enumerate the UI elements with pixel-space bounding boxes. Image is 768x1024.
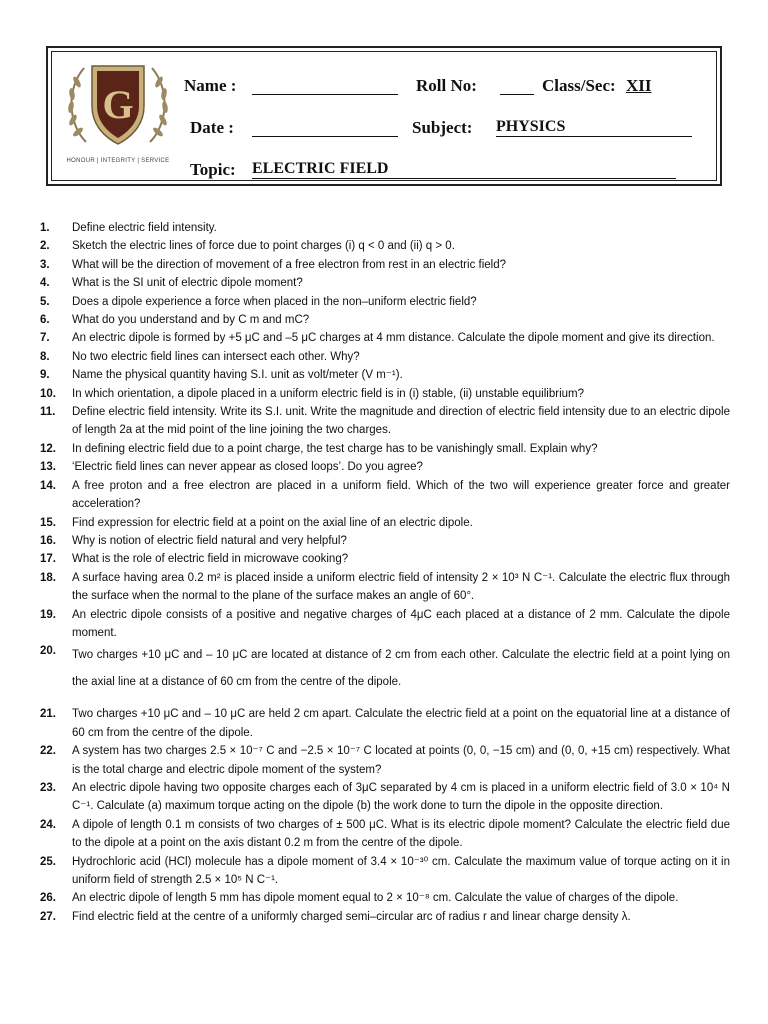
topic-underline — [252, 178, 676, 179]
question-item — [40, 532, 730, 550]
question-number: 9. — [40, 369, 50, 382]
question-number: 7. — [40, 332, 50, 345]
question-text: An electric dipole is formed by +5 μC and –5 μC charges at 4 mm distance. Calculate the dipole moment and give its direction. — [72, 332, 715, 345]
question-item — [40, 219, 730, 237]
question-number: 19. — [40, 608, 56, 621]
question-number: 13. — [40, 461, 56, 474]
subject-underline — [496, 136, 692, 137]
question-text: A surface having area 0.2 m² is placed inside a uniform electric field of intensity 2 × 10³ N C⁻¹. Calculate the electric flux through the surface when the normal to the plane of the surface makes an angle of 60°. — [72, 571, 730, 603]
question-item — [40, 329, 730, 347]
question-text: An electric dipole consists of a positive and negative charges of 4μC each placed at a distance of 2 mm. Calculate the dipole moment. — [72, 608, 730, 639]
question-number: 8. — [40, 350, 50, 363]
question-item — [40, 293, 730, 311]
question-item — [40, 606, 730, 643]
question-number: 23. — [40, 781, 56, 794]
header-box — [46, 46, 722, 186]
question-text: Find expression for electric field at a point on the axial line of an electric dipole. — [72, 516, 473, 529]
topic-label: Topic: — [190, 160, 236, 179]
question-text: Define electric field intensity. — [72, 222, 217, 234]
question-item — [40, 348, 730, 366]
question-text: In defining electric field due to a point charge, the test charge has to be vanishingly small. Explain why? — [72, 442, 598, 455]
question-number: 3. — [40, 258, 50, 271]
subject-value: PHYSICS — [496, 118, 566, 135]
roll-no-blank[interactable] — [500, 94, 534, 95]
question-text: An electric dipole of length 5 mm has dipole moment equal to 2 × 10⁻⁸ cm. Calculate the value of charges of the dipole. — [72, 892, 679, 905]
question-text: What do you understand and by C m and mC? — [72, 314, 310, 327]
question-item — [40, 477, 730, 514]
question-text: A free proton and a free electron are placed in a uniform field. Which of the two will experience greater force and greater acceleration? — [72, 479, 730, 511]
question-number: 21. — [40, 708, 56, 721]
question-item — [40, 705, 730, 742]
question-item — [40, 440, 730, 458]
question-item — [40, 889, 730, 907]
question-text: Sketch the electric lines of force due to point charges (i) q < 0 and (ii) q > 0. — [72, 240, 455, 253]
school-logo — [58, 54, 178, 174]
question-item — [40, 311, 730, 329]
question-number: 14. — [40, 479, 56, 492]
question-item — [40, 458, 730, 476]
question-number: 25. — [40, 855, 56, 868]
question-text: Name the physical quantity having S.I. unit as volt/meter (V m⁻¹). — [72, 369, 403, 382]
question-item — [40, 569, 730, 606]
question-text: ‘Electric field lines can never appear as closed loops’. Do you agree? — [72, 461, 423, 474]
question-text: Define electric field intensity. Write its S.I. unit. Write the magnitude and direction of electric field intensity due to an electric dipole of length 2a at the mid point of the line joining the two charges. — [72, 406, 730, 437]
question-number: 27. — [40, 910, 56, 923]
question-text: Hydrochloric acid (HCl) molecule has a dipole moment of 3.4 × 10⁻³⁰ cm. Calculate the maximum value of torque acting on it in uniform field of strength 2.5 × 10⁵ N C⁻¹. — [72, 855, 730, 886]
question-item — [40, 550, 730, 568]
question-number: 1. — [40, 222, 50, 234]
question-number: 10. — [40, 387, 56, 400]
question-text: An electric dipole having two opposite charges each of 3μC separated by 4 cm is placed in a uniform electric field of 3.0 × 10⁴ N C⁻¹. Calculate (a) maximum torque acting on the dipole (b) the work done to turn the dipole in the opposite direction. — [72, 781, 730, 813]
question-number: 6. — [40, 314, 50, 327]
question-item — [40, 274, 730, 292]
question-number: 11. — [40, 406, 56, 419]
question-number: 24. — [40, 818, 56, 831]
question-item — [40, 403, 730, 440]
topic-value: ELECTRIC FIELD — [252, 160, 389, 177]
laurel-shield-icon — [58, 54, 178, 154]
logo-tagline: HONOUR | INTEGRITY | SERVICE — [66, 158, 170, 164]
question-list — [40, 219, 730, 926]
class-sec-label: Class/Sec: — [542, 76, 616, 95]
question-item — [40, 642, 730, 696]
question-item — [40, 908, 730, 926]
question-number: 26. — [40, 892, 56, 905]
question-text: A dipole of length 0.1 m consists of two charges of ± 500 μC. What is its electric dipole moment? Calculate the electric field due to the dipole at a point on the axis distant 0.2 m from the centre of the dipole. — [72, 818, 730, 850]
class-sec-value: XII — [626, 76, 652, 95]
question-text: What is the role of electric field in microwave cooking? — [72, 553, 349, 566]
question-text: No two electric field lines can intersect each other. Why? — [72, 350, 360, 363]
question-number: 22. — [40, 745, 56, 758]
date-label: Date : — [190, 118, 234, 137]
question-item — [40, 779, 730, 816]
question-item — [40, 385, 730, 403]
question-number: 18. — [40, 571, 56, 584]
name-blank[interactable] — [252, 94, 398, 95]
question-number: 16. — [40, 534, 56, 547]
name-label: Name : — [184, 76, 237, 95]
question-number: 5. — [40, 295, 50, 308]
question-text: A system has two charges 2.5 × 10⁻⁷ C and −2.5 × 10⁻⁷ C located at points (0, 0, −15 cm) and (0, 0, +15 cm) respectively. What is the total charge and electric dipole moment of the system? — [72, 745, 730, 776]
question-item — [40, 742, 730, 779]
question-number: 12. — [40, 442, 56, 455]
question-number: 4. — [40, 277, 50, 290]
question-text: Does a dipole experience a force when placed in the non–uniform electric field? — [72, 295, 477, 308]
question-item — [40, 514, 730, 532]
question-text: Two charges +10 μC and – 10 μC are held 2 cm apart. Calculate the electric field at a point on the equatorial line at a distance of 60 cm from the centre of the dipole. — [72, 708, 730, 739]
question-number: 15. — [40, 516, 56, 529]
subject-label: Subject: — [412, 118, 473, 137]
question-item — [40, 366, 730, 384]
roll-no-label: Roll No: — [416, 76, 477, 95]
question-text: Why is notion of electric field natural and very helpful? — [72, 534, 347, 547]
question-item — [40, 237, 730, 255]
question-text: Two charges +10 μC and – 10 μC are located at distance of 2 cm from each other. Calculate the electric field at a point lying on the axial line at a distance of 60 cm from the centre of the dipole. — [72, 649, 730, 689]
question-number: 20. — [40, 645, 56, 658]
date-blank[interactable] — [252, 136, 398, 137]
question-text: What is the SI unit of electric dipole moment? — [72, 277, 303, 290]
question-text: What will be the direction of movement of a free electron from rest in an electric field? — [72, 258, 507, 271]
question-number: 17. — [40, 553, 56, 566]
question-text: Find electric field at the centre of a uniformly charged semi–circular arc of radius r and linear charge density λ. — [72, 910, 631, 923]
question-text: In which orientation, a dipole placed in a uniform electric field is in (i) stable, (ii) unstable equilibrium? — [72, 387, 585, 400]
question-item — [40, 853, 730, 890]
question-item — [40, 256, 730, 274]
question-item — [40, 816, 730, 853]
logo-letter: G — [102, 82, 134, 127]
question-number: 2. — [40, 240, 50, 253]
